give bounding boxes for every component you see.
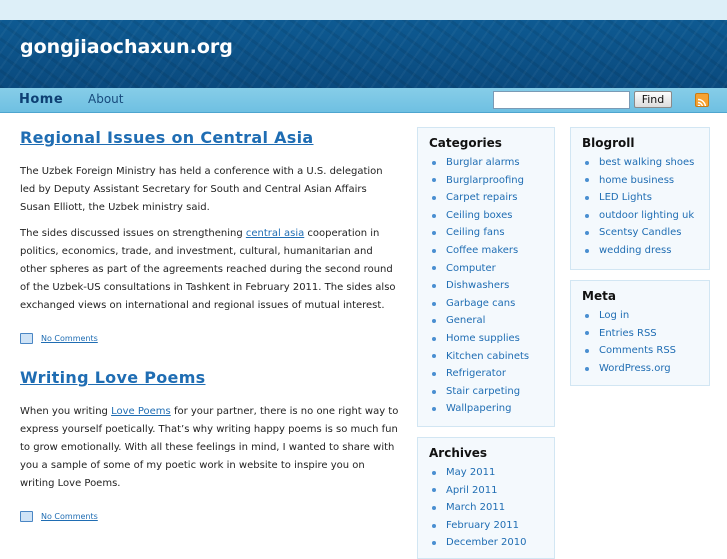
meta-widget xyxy=(570,280,710,386)
list-item-label[interactable]: Comments RSS xyxy=(599,345,677,357)
list-item[interactable] xyxy=(585,224,709,242)
bullet-icon xyxy=(432,284,436,288)
list-item[interactable] xyxy=(432,499,554,517)
list-item-label[interactable]: Entries RSS xyxy=(599,327,657,339)
list-item-label[interactable]: Home supplies xyxy=(446,332,520,344)
list-item-label[interactable]: Refrigerator xyxy=(446,368,506,380)
list-item-label[interactable]: wedding dress xyxy=(599,244,672,256)
list-item[interactable] xyxy=(432,207,554,225)
bullet-icon xyxy=(432,488,436,492)
bullet-icon xyxy=(585,367,589,371)
list-item[interactable] xyxy=(432,464,554,482)
list-item[interactable] xyxy=(432,312,554,330)
comments-link[interactable]: No Comments xyxy=(41,334,98,343)
list-item-label[interactable]: Log in xyxy=(599,310,630,321)
list-item[interactable] xyxy=(432,365,554,383)
list-item-label[interactable]: Scentsy Candles xyxy=(599,227,682,239)
list-item-label[interactable]: Kitchen cabinets xyxy=(446,350,530,362)
nav-about-link[interactable]: About xyxy=(88,92,124,106)
categories-list xyxy=(418,154,554,424)
post-comments xyxy=(20,333,400,344)
list-item[interactable] xyxy=(432,482,554,500)
post-title[interactable]: Writing Love Poems xyxy=(20,368,206,387)
paragraph-text: When you writing xyxy=(20,406,112,417)
list-item[interactable] xyxy=(432,224,554,242)
list-item[interactable] xyxy=(585,307,709,325)
paragraph-text: cooperation in politics, economics, trade, and investment, cultural, humanitarian and other spheres as part of the agreements reached during the second round of the Uzbek-US consultations in Tashkent in February 2011. The sides also exchanged views on international and regional issues of mutual interest. xyxy=(20,228,396,311)
post-comments xyxy=(20,511,400,522)
bullet-icon xyxy=(432,354,436,358)
bullet-icon xyxy=(432,337,436,341)
list-item[interactable] xyxy=(585,360,709,378)
list-item-label[interactable]: March 2011 xyxy=(446,502,506,514)
comment-icon xyxy=(20,333,33,344)
bullet-icon xyxy=(432,471,436,475)
bullet-icon xyxy=(585,331,589,335)
list-item-label[interactable]: December 2010 xyxy=(446,537,527,549)
bullet-icon xyxy=(432,506,436,510)
blogroll-list xyxy=(571,154,709,266)
paragraph-text: for your partner, there is no one right way to express yourself poetically. That’s why writing happy poems is so much fun to grow emotionally. With all these feelings in mind, I wanted to share with you a sample of some of my poetic work in website to inspire you on writing Love Poems. xyxy=(20,406,399,489)
archives-widget xyxy=(417,437,555,559)
widget-title: Blogroll xyxy=(582,136,635,150)
site-title[interactable]: gongjiaochaxun.org xyxy=(20,36,233,58)
search-input[interactable] xyxy=(493,91,630,109)
list-item-label[interactable]: April 2011 xyxy=(446,484,498,496)
list-item-label[interactable]: Ceiling boxes xyxy=(446,209,513,221)
find-button[interactable]: Find xyxy=(634,91,672,108)
list-item-label[interactable]: February 2011 xyxy=(446,519,519,531)
blogroll-widget xyxy=(570,127,710,270)
list-item[interactable] xyxy=(432,400,554,418)
list-item[interactable] xyxy=(585,172,709,190)
bullet-icon xyxy=(432,249,436,253)
bullet-icon xyxy=(432,372,436,376)
list-item-label[interactable]: Coffee makers xyxy=(446,244,519,256)
post-paragraph xyxy=(20,225,400,315)
bullet-icon xyxy=(432,161,436,165)
list-item[interactable] xyxy=(432,330,554,348)
list-item-label[interactable]: May 2011 xyxy=(446,467,496,478)
bullet-icon xyxy=(432,231,436,235)
list-item[interactable] xyxy=(432,189,554,207)
inline-link-central-asia[interactable]: central asia xyxy=(245,228,305,239)
list-item[interactable] xyxy=(585,242,709,260)
list-item[interactable] xyxy=(432,295,554,313)
comments-link[interactable]: No Comments xyxy=(41,512,98,521)
bullet-icon xyxy=(432,319,436,323)
list-item[interactable] xyxy=(432,154,554,172)
list-item-label[interactable]: outdoor lighting uk xyxy=(599,209,695,221)
categories-widget xyxy=(417,127,555,427)
list-item[interactable] xyxy=(585,325,709,343)
bullet-icon xyxy=(432,524,436,528)
list-item-label[interactable]: Dishwashers xyxy=(446,280,510,292)
list-item[interactable] xyxy=(432,383,554,401)
archives-list xyxy=(418,464,554,558)
list-item[interactable] xyxy=(432,242,554,260)
bullet-icon xyxy=(585,314,589,318)
list-item-label[interactable]: Computer xyxy=(446,262,496,274)
comment-icon xyxy=(20,511,33,522)
post-paragraph: The Uzbek Foreign Ministry has held a conference with a U.S. delegation led by Deputy Assistant Secretary for South and Central Asian Affairs Susan Elliott, the Uzbek ministry said. xyxy=(20,166,383,213)
meta-list xyxy=(571,307,709,383)
bullet-icon xyxy=(432,266,436,270)
list-item-label[interactable]: Garbage cans xyxy=(446,297,516,309)
list-item-label[interactable]: Ceiling fans xyxy=(446,227,505,239)
main-content xyxy=(20,128,400,546)
list-item[interactable] xyxy=(585,207,709,225)
bullet-icon xyxy=(585,161,589,165)
list-item-label[interactable]: Burglar alarms xyxy=(446,157,520,168)
list-item-label[interactable]: LED Lights xyxy=(599,192,652,204)
widget-title: Categories xyxy=(429,136,502,150)
bullet-icon xyxy=(432,178,436,182)
widget-title: Meta xyxy=(582,289,616,303)
nav-home-link[interactable]: Home xyxy=(19,92,64,107)
list-item[interactable] xyxy=(585,342,709,360)
top-strip xyxy=(0,0,727,20)
list-item-label[interactable]: Carpet repairs xyxy=(446,192,518,204)
bullet-icon xyxy=(432,390,436,394)
rss-icon[interactable] xyxy=(695,93,709,107)
list-item[interactable] xyxy=(585,154,709,172)
list-item-label[interactable]: Burglarproofing xyxy=(446,174,524,186)
bullet-icon xyxy=(585,178,589,182)
bullet-icon xyxy=(585,349,589,353)
list-item[interactable] xyxy=(432,348,554,366)
list-item-label[interactable]: Wallpapering xyxy=(446,403,512,415)
list-item-label[interactable]: WordPress.org xyxy=(599,362,671,374)
bullet-icon xyxy=(585,231,589,235)
bullet-icon xyxy=(432,407,436,411)
inline-link-love-poems[interactable]: Love Poems xyxy=(111,406,171,417)
list-item-label[interactable]: home business xyxy=(599,174,675,186)
list-item[interactable] xyxy=(432,534,554,552)
bullet-icon xyxy=(585,249,589,253)
post-title[interactable]: Regional Issues on Central Asia xyxy=(20,128,314,147)
post-paragraph xyxy=(20,403,400,493)
list-item[interactable] xyxy=(432,172,554,190)
widget-title: Archives xyxy=(429,446,488,460)
site-header xyxy=(0,20,727,88)
list-item-label[interactable]: General xyxy=(446,315,486,327)
list-item-label[interactable]: Stair carpeting xyxy=(446,385,521,397)
list-item[interactable] xyxy=(432,277,554,295)
list-item-label[interactable]: best walking shoes xyxy=(599,157,695,168)
paragraph-text: The sides discussed issues on strengthening xyxy=(20,228,246,239)
bullet-icon xyxy=(432,196,436,200)
bullet-icon xyxy=(432,302,436,306)
nav-bar xyxy=(0,88,727,113)
bullet-icon xyxy=(432,214,436,218)
bullet-icon xyxy=(585,196,589,200)
bullet-icon xyxy=(585,214,589,218)
list-item[interactable] xyxy=(585,189,709,207)
list-item[interactable] xyxy=(432,517,554,535)
list-item[interactable] xyxy=(432,260,554,278)
